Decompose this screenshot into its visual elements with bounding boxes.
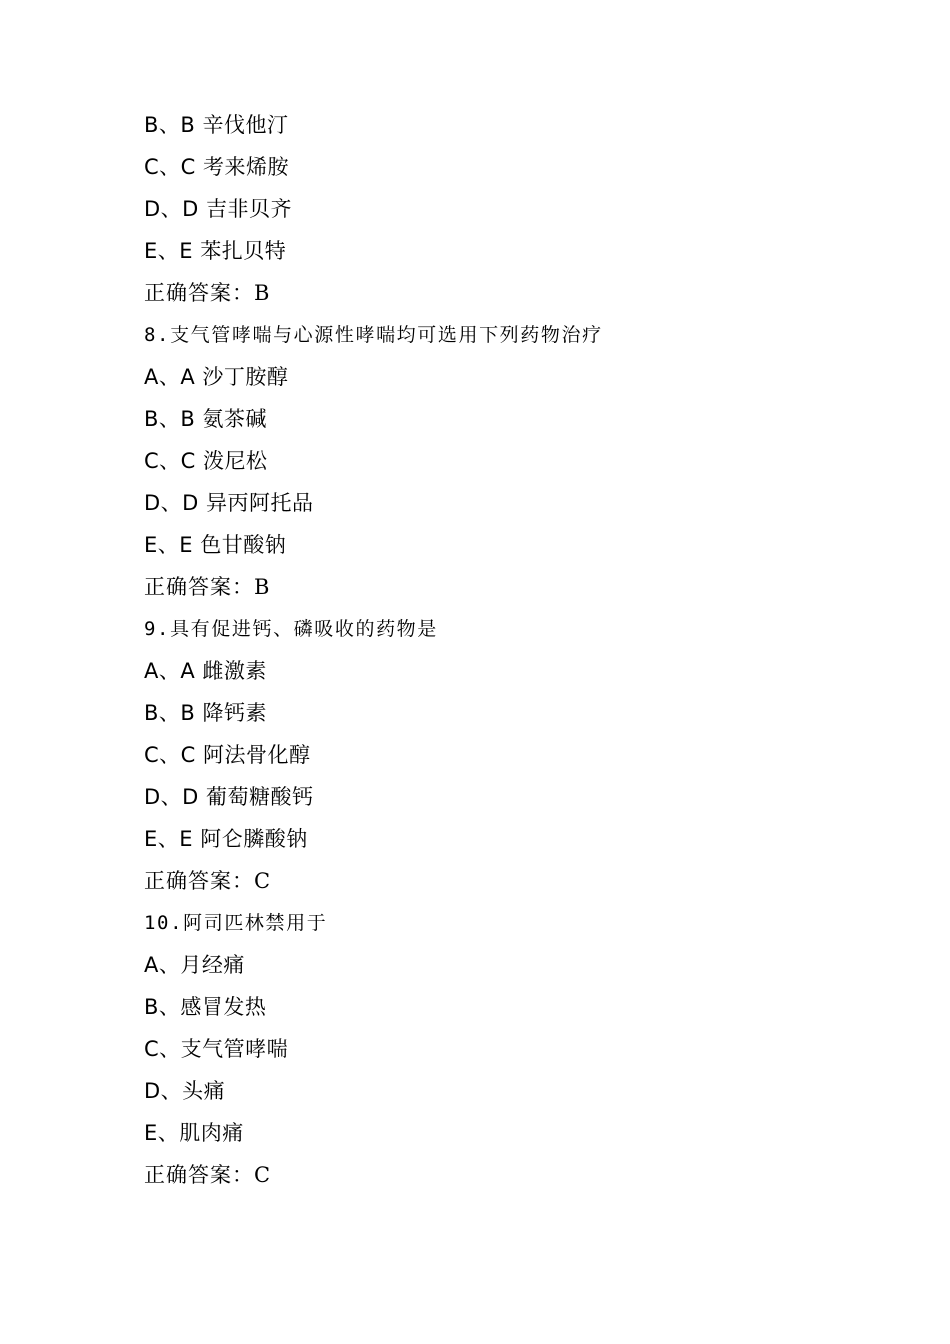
question-10: 10.阿司匹林禁用于 xyxy=(144,912,328,934)
answer-9: 正确答案：C xyxy=(144,869,272,893)
question-9: 9.具有促进钙、磷吸收的药物是 xyxy=(144,618,438,640)
option-10-b: B、感冒发热 xyxy=(144,995,267,1019)
option-9-e: E、E 阿仑膦酸钠 xyxy=(144,827,308,851)
option-10-d: D、头痛 xyxy=(144,1079,226,1103)
option-10-a: A、月经痛 xyxy=(144,953,245,977)
answer-8: 正确答案：B xyxy=(144,575,271,599)
question-8: 8.支气管哮喘与心源性哮喘均可选用下列药物治疗 xyxy=(144,324,603,346)
option-8-b: B、B 氨茶碱 xyxy=(144,407,267,431)
option-8-d: D、D 异丙阿托品 xyxy=(144,491,314,515)
option-8-c: C、C 泼尼松 xyxy=(144,449,268,473)
option-9-d: D、D 葡萄糖酸钙 xyxy=(144,785,314,809)
option-9-b: B、B 降钙素 xyxy=(144,701,267,725)
answer-10: 正确答案：C xyxy=(144,1163,272,1187)
option-8-e: E、E 色甘酸钠 xyxy=(144,533,287,557)
option-9-c: C、C 阿法骨化醇 xyxy=(144,743,311,767)
option-7-e: E、E 苯扎贝特 xyxy=(144,239,287,263)
option-10-c: C、支气管哮喘 xyxy=(144,1037,289,1061)
answer-7: 正确答案：B xyxy=(144,281,271,305)
option-7-b: B、B 辛伐他汀 xyxy=(144,113,289,137)
option-7-c: C、C 考来烯胺 xyxy=(144,155,290,179)
option-9-a: A、A 雌激素 xyxy=(144,659,267,683)
option-10-e: E、肌肉痛 xyxy=(144,1121,244,1145)
option-7-d: D、D 吉非贝齐 xyxy=(144,197,293,221)
option-8-a: A、A 沙丁胺醇 xyxy=(144,365,289,389)
